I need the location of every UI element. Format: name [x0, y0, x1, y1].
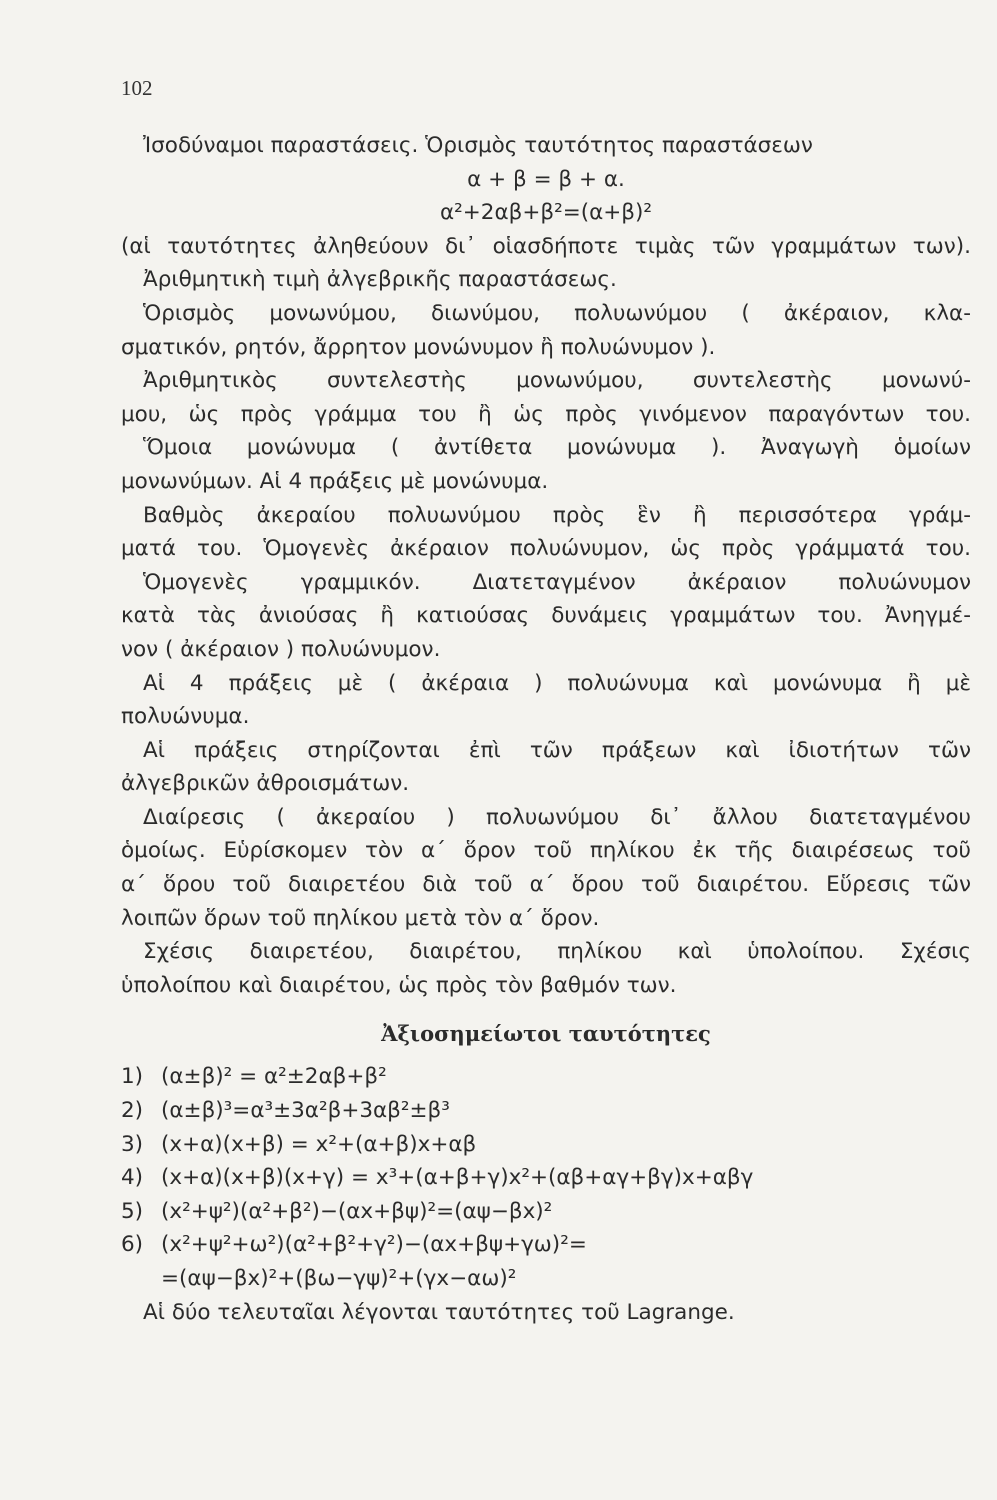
text-line: ματά του. Ὁμογενὲς ἀκέραιον πολυώνυμον, ὡς πρὸς γράμματά του.	[121, 536, 971, 562]
text-line: ἀλγεβρικῶν ἀθροισμάτων.	[121, 771, 410, 797]
text-line: ὑπολοίπου καὶ διαιρέτου, ὡς πρὸς τὸν βαθμόν των.	[121, 972, 677, 998]
identity-expression: (x+α)(x+β) = x²+(α+β)x+αβ	[161, 1131, 477, 1157]
identity-number: 4)	[121, 1165, 144, 1191]
text-line: α΄ ὅρου τοῦ διαιρετέου διὰ τοῦ α΄ ὅρου τοῦ διαιρέτου. Εὕρεσις τῶν	[121, 872, 971, 898]
text-line: πολυώνυμα.	[121, 704, 250, 730]
identity-number: 1)	[121, 1064, 144, 1090]
identity-row	[121, 1060, 971, 1094]
identity-number: 2)	[121, 1098, 144, 1124]
identity-expression: (x+α)(x+β)(x+γ) = x³+(α+β+γ)x²+(αβ+αγ+βγ)x+αβγ	[161, 1165, 754, 1191]
text-line: λοιπῶν ὅρων τοῦ πηλίκου μετὰ τὸν α΄ ὅρον.	[121, 905, 600, 931]
identity-row	[121, 1195, 971, 1229]
text-line: Ἀριθμητικὸς συντελεστὴς μονωνύμου, συντελεστὴς μονωνύ-	[143, 368, 971, 394]
identity-expression: =(αψ−βx)²+(βω−γψ)²+(γx−αω)²	[161, 1266, 517, 1291]
identity-number: 6)	[121, 1232, 144, 1258]
identity-expression: (α±β)³=α³±3α²β+3αβ²±β³	[161, 1098, 450, 1124]
text-line: Διαίρεσις ( ἀκεραίου ) πολυωνύμου δι᾽ ἄλλου διατεταγμένου	[143, 804, 971, 830]
page-number: 102	[121, 76, 153, 100]
text-line: ὁμοίως. Εὑρίσκομεν τὸν α΄ ὅρον τοῦ πηλίκου ἐκ τῆς διαιρέσεως τοῦ	[121, 838, 971, 864]
section-heading: Ἀξιοσημείωτοι ταυτότητες	[381, 1021, 711, 1047]
formula-line: α²+2αβ+β²=(α+β)²	[439, 200, 653, 226]
identity-row	[121, 1128, 971, 1162]
text-line: σματικόν, ρητόν, ἄρρητον μονώνυμον ἢ πολυώνυμον ).	[121, 334, 716, 360]
identity-row	[121, 1228, 971, 1262]
identity-number: 5)	[121, 1198, 144, 1224]
text-line: μονωνύμων. Αἱ 4 πράξεις μὲ μονώνυμα.	[121, 468, 549, 494]
page-body	[121, 129, 971, 1329]
text-line: Αἱ πράξεις στηρίζονται ἐπὶ τῶν πράξεων καὶ ἰδιοτήτων τῶν	[143, 737, 971, 763]
formula-line: α + β = β + α.	[467, 166, 625, 192]
identity-row	[121, 1094, 971, 1128]
text-line: Ἀριθμητικὴ τιμὴ ἀλγεβρικῆς παραστάσεως.	[143, 267, 617, 293]
text-line: Ἰσοδύναμοι παραστάσεις. Ὁρισμὸς ταυτότητος παραστάσεων	[143, 133, 813, 158]
identity-expression: (x²+ψ²+ω²)(α²+β²+γ²)−(αx+βψ+γω)²=	[161, 1232, 587, 1258]
closing-line: Αἱ δύο τελευταῖαι λέγονται ταυτότητες τοῦ Lagrange.	[143, 1299, 735, 1325]
text-line: Σχέσις διαιρετέου, διαιρέτου, πηλίκου καὶ ὑπολοίπου. Σχέσις	[143, 939, 971, 965]
text-line: Αἱ 4 πράξεις μὲ ( ἀκέραια ) πολυώνυμα καὶ μονώνυμα ἢ μὲ	[143, 670, 971, 696]
identity-expression: (x²+ψ²)(α²+β²)−(αx+βψ)²=(αψ−βx)²	[161, 1198, 553, 1224]
text-line: μου, ὡς πρὸς γράμμα του ἢ ὡς πρὸς γινόμενον παραγόντων του.	[121, 401, 971, 427]
text-line: νον ( ἀκέραιον ) πολυώνυμον.	[121, 636, 441, 662]
text-line: Ὅμοια μονώνυμα ( ἀντίθετα μονώνυμα ). Ἀναγωγὴ ὁμοίων	[143, 435, 971, 461]
text-line: Ὁμογενὲς γραμμικόν. Διατεταγμένον ἀκέραιον πολυώνυμον	[143, 569, 971, 595]
identity-number: 3)	[121, 1131, 144, 1157]
identity-row	[121, 1161, 971, 1195]
identity-row	[121, 1262, 971, 1296]
text-line: Βαθμὸς ἀκεραίου πολυωνύμου πρὸς ἓν ἢ περισσότερα γράμ-	[143, 502, 971, 528]
identity-expression: (α±β)² = α²±2αβ+β²	[161, 1064, 387, 1090]
text-line: Ὁρισμὸς μονωνύμου, διωνύμου, πολυωνύμου ( ἀκέραιον, κλα-	[143, 300, 971, 326]
text-line: (αἱ ταυτότητες ἀληθεύουν δι᾽ οἱασδήποτε τιμὰς τῶν γραμμάτων των).	[121, 233, 971, 259]
text-line: κατὰ τὰς ἀνιούσας ἢ κατιούσας δυνάμεις γραμμάτων του. Ἀνηγμέ-	[121, 603, 971, 629]
